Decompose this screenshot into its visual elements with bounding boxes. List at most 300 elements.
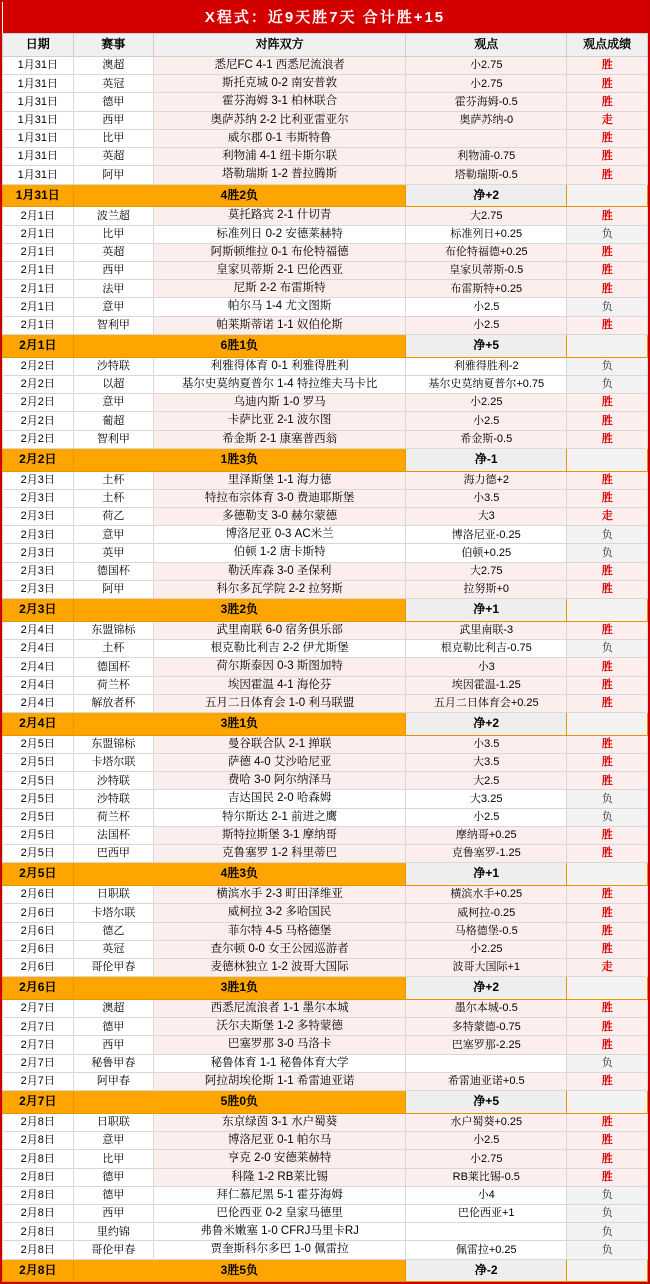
cell-league: 秘鲁甲春 xyxy=(73,1054,154,1072)
cell-view: 大3.5 xyxy=(406,754,567,772)
cell-league: 荷乙 xyxy=(73,508,154,526)
cell-league: 沙特联 xyxy=(73,772,154,790)
summary-net: 净-2 xyxy=(406,1259,567,1282)
cell-league: 比甲 xyxy=(73,129,154,147)
table-row xyxy=(3,676,648,694)
cell-view: 埃因霍温-1.25 xyxy=(406,676,567,694)
cell-date: 2月3日 xyxy=(3,562,74,580)
cell-league: 日职联 xyxy=(73,886,154,904)
cell-league: 意甲 xyxy=(73,1132,154,1150)
cell-result: 负 xyxy=(567,225,648,243)
cell-date: 2月7日 xyxy=(3,1000,74,1018)
cell-league: 意甲 xyxy=(73,394,154,412)
cell-date: 2月2日 xyxy=(3,430,74,448)
cell-league: 土杯 xyxy=(73,640,154,658)
cell-match: 博洛尼亚 0-3 AC米兰 xyxy=(154,526,406,544)
cell-result: 负 xyxy=(567,640,648,658)
table-row xyxy=(3,886,648,904)
cell-view: 塔勒瑞斯-0.5 xyxy=(406,166,567,184)
cell-league: 比甲 xyxy=(73,225,154,243)
table-row xyxy=(3,1205,648,1223)
cell-league: 法国杯 xyxy=(73,826,154,844)
cell-date: 2月4日 xyxy=(3,621,74,639)
table-row xyxy=(3,489,648,507)
cell-date: 2月7日 xyxy=(3,1054,74,1072)
cell-view: 大2.75 xyxy=(406,562,567,580)
table-row xyxy=(3,262,648,280)
cell-result: 胜 xyxy=(567,1132,648,1150)
cell-league: 德甲 xyxy=(73,1186,154,1204)
cell-result: 胜 xyxy=(567,129,648,147)
table-row xyxy=(3,225,648,243)
table-row xyxy=(3,1223,648,1241)
cell-view: 小3.5 xyxy=(406,489,567,507)
summary-net: 净-1 xyxy=(406,448,567,471)
cell-league: 比甲 xyxy=(73,1150,154,1168)
cell-date: 2月5日 xyxy=(3,808,74,826)
table-row xyxy=(3,375,648,393)
cell-league: 西甲 xyxy=(73,111,154,129)
cell-match: 吉达国民 2-0 哈森姆 xyxy=(154,790,406,808)
summary-record: 3胜2负 xyxy=(73,599,406,622)
column-header: 对阵双方 xyxy=(154,34,406,57)
cell-result: 胜 xyxy=(567,471,648,489)
cell-view: 波哥大国际+1 xyxy=(406,959,567,977)
cell-date: 2月3日 xyxy=(3,471,74,489)
cell-match: 巴塞罗那 3-0 马洛卡 xyxy=(154,1036,406,1054)
cell-date: 2月1日 xyxy=(3,207,74,225)
cell-league: 土杯 xyxy=(73,471,154,489)
summary-net: 净+2 xyxy=(406,713,567,736)
summary-record: 6胜1负 xyxy=(73,334,406,357)
cell-result: 胜 xyxy=(567,1000,648,1018)
cell-league: 卡塔尔联 xyxy=(73,904,154,922)
cell-result: 胜 xyxy=(567,430,648,448)
cell-match: 悉尼FC 4-1 西悉尼流浪者 xyxy=(154,57,406,75)
cell-league: 德国杯 xyxy=(73,658,154,676)
summary-net: 净+2 xyxy=(406,184,567,207)
cell-view xyxy=(406,129,567,147)
table-row xyxy=(3,904,648,922)
cell-match: 特尔斯达 2-1 前进之鹰 xyxy=(154,808,406,826)
cell-view: 小4 xyxy=(406,1186,567,1204)
cell-match: 武里南联 6-0 宿务俱乐部 xyxy=(154,621,406,639)
cell-view: 马格德堡-0.5 xyxy=(406,922,567,940)
summary-record: 4胜2负 xyxy=(73,184,406,207)
cell-league: 以超 xyxy=(73,375,154,393)
cell-date: 2月2日 xyxy=(3,394,74,412)
cell-date: 2月6日 xyxy=(3,922,74,940)
cell-match: 查尔顿 0-0 女王公园巡游者 xyxy=(154,940,406,958)
cell-date: 2月2日 xyxy=(3,375,74,393)
table-row xyxy=(3,412,648,430)
summary-record: 5胜0负 xyxy=(73,1091,406,1114)
cell-match: 埃因霍温 4-1 海伦芬 xyxy=(154,676,406,694)
cell-result: 负 xyxy=(567,1186,648,1204)
table-row xyxy=(3,57,648,75)
cell-result: 胜 xyxy=(567,676,648,694)
cell-league: 葡超 xyxy=(73,412,154,430)
cell-result: 胜 xyxy=(567,772,648,790)
table-row xyxy=(3,1150,648,1168)
cell-match: 五月二日体育会 1-0 利马联盟 xyxy=(154,694,406,712)
cell-match: 博洛尼亚 0-1 帕尔马 xyxy=(154,1132,406,1150)
summary-row xyxy=(3,977,648,1000)
cell-league: 阿甲春 xyxy=(73,1072,154,1090)
cell-league: 卡塔尔联 xyxy=(73,754,154,772)
cell-match: 根克勒比利吉 2-2 伊尤斯堡 xyxy=(154,640,406,658)
table-row xyxy=(3,735,648,753)
cell-date: 2月6日 xyxy=(3,904,74,922)
header-row xyxy=(3,34,648,57)
table-row xyxy=(3,394,648,412)
table-row xyxy=(3,357,648,375)
table-row xyxy=(3,471,648,489)
cell-result: 胜 xyxy=(567,658,648,676)
cell-view: 小2.5 xyxy=(406,316,567,334)
table-row xyxy=(3,129,648,147)
cell-view: 小2.75 xyxy=(406,57,567,75)
table-row xyxy=(3,93,648,111)
table-row xyxy=(3,316,648,334)
cell-view: 小2.5 xyxy=(406,298,567,316)
cell-result: 胜 xyxy=(567,694,648,712)
table-row xyxy=(3,166,648,184)
cell-league: 英甲 xyxy=(73,544,154,562)
cell-view: 标准列日+0.25 xyxy=(406,225,567,243)
cell-match: 曼谷联合队 2-1 掸联 xyxy=(154,735,406,753)
cell-view xyxy=(406,1223,567,1241)
cell-match: 西悉尼流浪者 1-1 墨尔本城 xyxy=(154,1000,406,1018)
cell-result: 胜 xyxy=(567,243,648,261)
cell-match: 阿拉胡埃伦斯 1-1 希雷迪亚诺 xyxy=(154,1072,406,1090)
table-row xyxy=(3,562,648,580)
cell-match: 荷尔斯泰因 0-3 斯图加特 xyxy=(154,658,406,676)
cell-league: 阿甲 xyxy=(73,580,154,598)
cell-view: 多特蒙德-0.75 xyxy=(406,1018,567,1036)
summary-net: 净+5 xyxy=(406,1091,567,1114)
cell-date: 2月2日 xyxy=(3,357,74,375)
cell-date: 2月8日 xyxy=(3,1205,74,1223)
results-table xyxy=(2,2,648,1282)
cell-result: 胜 xyxy=(567,1036,648,1054)
table-row xyxy=(3,621,648,639)
cell-result: 胜 xyxy=(567,262,648,280)
column-header: 观点成绩 xyxy=(567,34,648,57)
summary-row xyxy=(3,599,648,622)
table-row xyxy=(3,298,648,316)
cell-view: 摩纳哥+0.25 xyxy=(406,826,567,844)
cell-result: 胜 xyxy=(567,580,648,598)
cell-league: 德乙 xyxy=(73,922,154,940)
cell-match: 奥萨苏纳 2-2 比利亚雷亚尔 xyxy=(154,111,406,129)
cell-match: 伯顿 1-2 唐卡斯特 xyxy=(154,544,406,562)
table-row xyxy=(3,1000,648,1018)
cell-result: 胜 xyxy=(567,57,648,75)
cell-result: 负 xyxy=(567,808,648,826)
table-row xyxy=(3,772,648,790)
cell-league: 土杯 xyxy=(73,489,154,507)
cell-match: 萨德 4-0 艾沙哈尼亚 xyxy=(154,754,406,772)
cell-league: 日职联 xyxy=(73,1113,154,1131)
cell-date: 2月4日 xyxy=(3,640,74,658)
cell-match: 阿斯顿维拉 0-1 布伦特福德 xyxy=(154,243,406,261)
cell-result: 胜 xyxy=(567,826,648,844)
cell-view: 墨尔本城-0.5 xyxy=(406,1000,567,1018)
table-row xyxy=(3,544,648,562)
cell-result: 胜 xyxy=(567,207,648,225)
cell-date: 2月1日 xyxy=(3,298,74,316)
cell-league: 哥伦甲春 xyxy=(73,1241,154,1259)
cell-match: 拜仁慕尼黑 5-1 霍芬海姆 xyxy=(154,1186,406,1204)
table-row xyxy=(3,754,648,772)
summary-record: 1胜3负 xyxy=(73,448,406,471)
cell-date: 2月8日 xyxy=(3,1132,74,1150)
cell-match: 弗鲁米嫩塞 1-0 CFRJ马里卡RJ xyxy=(154,1223,406,1241)
cell-view: 大3.25 xyxy=(406,790,567,808)
summary-blank xyxy=(567,1259,648,1282)
cell-league: 德甲 xyxy=(73,1018,154,1036)
cell-date: 2月1日 xyxy=(3,243,74,261)
cell-view: 巴塞罗那-2.25 xyxy=(406,1036,567,1054)
cell-result: 胜 xyxy=(567,904,648,922)
summary-date: 1月31日 xyxy=(3,184,74,207)
summary-blank xyxy=(567,863,648,886)
cell-view: 小3 xyxy=(406,658,567,676)
cell-league: 东盟锦标 xyxy=(73,735,154,753)
cell-date: 2月5日 xyxy=(3,845,74,863)
cell-view: 水户蜀葵+0.25 xyxy=(406,1113,567,1131)
cell-match: 卡萨比亚 2-1 波尔图 xyxy=(154,412,406,430)
cell-date: 2月5日 xyxy=(3,772,74,790)
summary-record: 3胜1负 xyxy=(73,713,406,736)
cell-match: 基尔史莫纳夏普尔 1-4 特拉维夫马卡比 xyxy=(154,375,406,393)
cell-match: 克鲁塞罗 1-2 科里蒂巴 xyxy=(154,845,406,863)
cell-match: 科隆 1-2 RB莱比锡 xyxy=(154,1168,406,1186)
cell-view: 五月二日体育会+0.25 xyxy=(406,694,567,712)
cell-league: 西甲 xyxy=(73,1036,154,1054)
cell-match: 霍芬海姆 3-1 柏林联合 xyxy=(154,93,406,111)
summary-net: 净+2 xyxy=(406,977,567,1000)
cell-match: 麦德林独立 1-2 波哥大国际 xyxy=(154,959,406,977)
cell-result: 胜 xyxy=(567,922,648,940)
page-title: X程式：近9天胜7天 合计胜+15 xyxy=(3,2,648,34)
cell-date: 2月5日 xyxy=(3,735,74,753)
table-row xyxy=(3,790,648,808)
cell-match: 费哈 3-0 阿尔纳泽马 xyxy=(154,772,406,790)
cell-result: 负 xyxy=(567,526,648,544)
cell-match: 塔勒瑞斯 1-2 普拉腾斯 xyxy=(154,166,406,184)
cell-date: 2月1日 xyxy=(3,225,74,243)
cell-view: 利物浦-0.75 xyxy=(406,148,567,166)
cell-date: 2月8日 xyxy=(3,1241,74,1259)
cell-match: 尼斯 2-2 布雷斯特 xyxy=(154,280,406,298)
summary-record: 4胜3负 xyxy=(73,863,406,886)
cell-league: 里约锦 xyxy=(73,1223,154,1241)
cell-match: 沃尔夫斯堡 1-2 多特蒙德 xyxy=(154,1018,406,1036)
summary-row xyxy=(3,1259,648,1282)
cell-match: 科尔多瓦学院 2-2 拉努斯 xyxy=(154,580,406,598)
table-row xyxy=(3,580,648,598)
cell-date: 2月5日 xyxy=(3,754,74,772)
table-row xyxy=(3,526,648,544)
cell-view: 小2.25 xyxy=(406,940,567,958)
cell-match: 巴伦西亚 0-2 皇家马德里 xyxy=(154,1205,406,1223)
cell-league: 东盟锦标 xyxy=(73,621,154,639)
table-row xyxy=(3,111,648,129)
cell-date: 2月3日 xyxy=(3,526,74,544)
cell-league: 智利甲 xyxy=(73,430,154,448)
cell-date: 1月31日 xyxy=(3,75,74,93)
cell-match: 帕尔马 1-4 尤文图斯 xyxy=(154,298,406,316)
cell-match: 莫托路宾 2-1 什切青 xyxy=(154,207,406,225)
summary-blank xyxy=(567,1091,648,1114)
cell-match: 里泽斯堡 1-1 海力德 xyxy=(154,471,406,489)
cell-view: 小2.5 xyxy=(406,808,567,826)
summary-date: 2月4日 xyxy=(3,713,74,736)
cell-result: 胜 xyxy=(567,621,648,639)
cell-view: 巴伦西亚+1 xyxy=(406,1205,567,1223)
summary-blank xyxy=(567,977,648,1000)
table-row xyxy=(3,280,648,298)
table-row xyxy=(3,1132,648,1150)
cell-view: 横滨水手+0.25 xyxy=(406,886,567,904)
cell-result: 胜 xyxy=(567,1150,648,1168)
cell-view: 小2.25 xyxy=(406,394,567,412)
summary-date: 2月1日 xyxy=(3,334,74,357)
title-row xyxy=(3,2,648,34)
cell-view: 武里南联-3 xyxy=(406,621,567,639)
cell-view: 克鲁塞罗-1.25 xyxy=(406,845,567,863)
cell-match: 斯托克城 0-2 南安普敦 xyxy=(154,75,406,93)
summary-row xyxy=(3,184,648,207)
cell-view: 伯顿+0.25 xyxy=(406,544,567,562)
cell-result: 胜 xyxy=(567,148,648,166)
cell-date: 2月8日 xyxy=(3,1223,74,1241)
cell-view: 大2.75 xyxy=(406,207,567,225)
summary-net: 净+5 xyxy=(406,334,567,357)
cell-result: 负 xyxy=(567,790,648,808)
cell-match: 特拉布宗体育 3-0 费迪耶斯堡 xyxy=(154,489,406,507)
column-header: 日期 xyxy=(3,34,74,57)
cell-league: 阿甲 xyxy=(73,166,154,184)
cell-view: 霍芬海姆-0.5 xyxy=(406,93,567,111)
cell-date: 2月5日 xyxy=(3,790,74,808)
cell-league: 荷兰杯 xyxy=(73,676,154,694)
table-row xyxy=(3,1113,648,1131)
summary-record: 3胜5负 xyxy=(73,1259,406,1282)
cell-league: 英冠 xyxy=(73,940,154,958)
cell-match: 希金斯 2-1 康塞普西翁 xyxy=(154,430,406,448)
table-row xyxy=(3,1168,648,1186)
cell-league: 荷兰杯 xyxy=(73,808,154,826)
cell-date: 2月7日 xyxy=(3,1036,74,1054)
cell-result: 胜 xyxy=(567,394,648,412)
cell-view: 拉努斯+0 xyxy=(406,580,567,598)
cell-view: 希金斯-0.5 xyxy=(406,430,567,448)
cell-view: 小2.75 xyxy=(406,1150,567,1168)
cell-match: 皇家贝蒂斯 2-1 巴伦西亚 xyxy=(154,262,406,280)
cell-view: RB莱比锡-0.5 xyxy=(406,1168,567,1186)
cell-view: 佩雷拉+0.25 xyxy=(406,1241,567,1259)
cell-league: 智利甲 xyxy=(73,316,154,334)
cell-result: 走 xyxy=(567,508,648,526)
cell-date: 2月4日 xyxy=(3,694,74,712)
cell-match: 东京绿茵 3-1 水户蜀葵 xyxy=(154,1113,406,1131)
table-row xyxy=(3,207,648,225)
cell-league: 英超 xyxy=(73,243,154,261)
cell-result: 胜 xyxy=(567,1113,648,1131)
cell-date: 2月8日 xyxy=(3,1150,74,1168)
table-row xyxy=(3,1186,648,1204)
cell-result: 走 xyxy=(567,111,648,129)
table-row xyxy=(3,808,648,826)
cell-result: 胜 xyxy=(567,412,648,430)
cell-date: 2月3日 xyxy=(3,508,74,526)
cell-date: 1月31日 xyxy=(3,93,74,111)
cell-date: 1月31日 xyxy=(3,166,74,184)
table-row xyxy=(3,243,648,261)
cell-date: 2月3日 xyxy=(3,544,74,562)
cell-date: 2月3日 xyxy=(3,489,74,507)
cell-date: 2月6日 xyxy=(3,940,74,958)
summary-row xyxy=(3,713,648,736)
summary-blank xyxy=(567,713,648,736)
cell-league: 哥伦甲春 xyxy=(73,959,154,977)
summary-net: 净+1 xyxy=(406,863,567,886)
cell-match: 斯特拉斯堡 3-1 摩纳哥 xyxy=(154,826,406,844)
summary-blank xyxy=(567,599,648,622)
summary-date: 2月6日 xyxy=(3,977,74,1000)
cell-league: 解放者杯 xyxy=(73,694,154,712)
cell-league: 沙特联 xyxy=(73,790,154,808)
cell-result: 负 xyxy=(567,1205,648,1223)
summary-date: 2月5日 xyxy=(3,863,74,886)
summary-row xyxy=(3,334,648,357)
table-row xyxy=(3,694,648,712)
cell-match: 贾奎斯科尔多巴 1-0 佩雷拉 xyxy=(154,1241,406,1259)
cell-view: 小3.5 xyxy=(406,735,567,753)
cell-match: 亨克 2-0 安德莱赫特 xyxy=(154,1150,406,1168)
cell-date: 2月7日 xyxy=(3,1072,74,1090)
summary-row xyxy=(3,863,648,886)
table-row xyxy=(3,508,648,526)
cell-view: 威柯拉-0.25 xyxy=(406,904,567,922)
table-row xyxy=(3,1036,648,1054)
cell-result: 胜 xyxy=(567,166,648,184)
cell-date: 1月31日 xyxy=(3,111,74,129)
cell-result: 胜 xyxy=(567,735,648,753)
cell-result: 负 xyxy=(567,544,648,562)
summary-date: 2月7日 xyxy=(3,1091,74,1114)
table-row xyxy=(3,826,648,844)
cell-view: 博洛尼亚-0.25 xyxy=(406,526,567,544)
cell-match: 菲尔特 4-5 马格德堡 xyxy=(154,922,406,940)
table-row xyxy=(3,148,648,166)
cell-league: 德甲 xyxy=(73,1168,154,1186)
cell-result: 胜 xyxy=(567,562,648,580)
table-row xyxy=(3,1054,648,1072)
cell-match: 秘鲁体育 1-1 秘鲁体育大学 xyxy=(154,1054,406,1072)
cell-result: 胜 xyxy=(567,75,648,93)
cell-league: 意甲 xyxy=(73,526,154,544)
cell-view: 小2.5 xyxy=(406,412,567,430)
table-row xyxy=(3,922,648,940)
cell-date: 1月31日 xyxy=(3,57,74,75)
cell-date: 2月7日 xyxy=(3,1018,74,1036)
cell-result: 负 xyxy=(567,375,648,393)
summary-blank xyxy=(567,184,648,207)
